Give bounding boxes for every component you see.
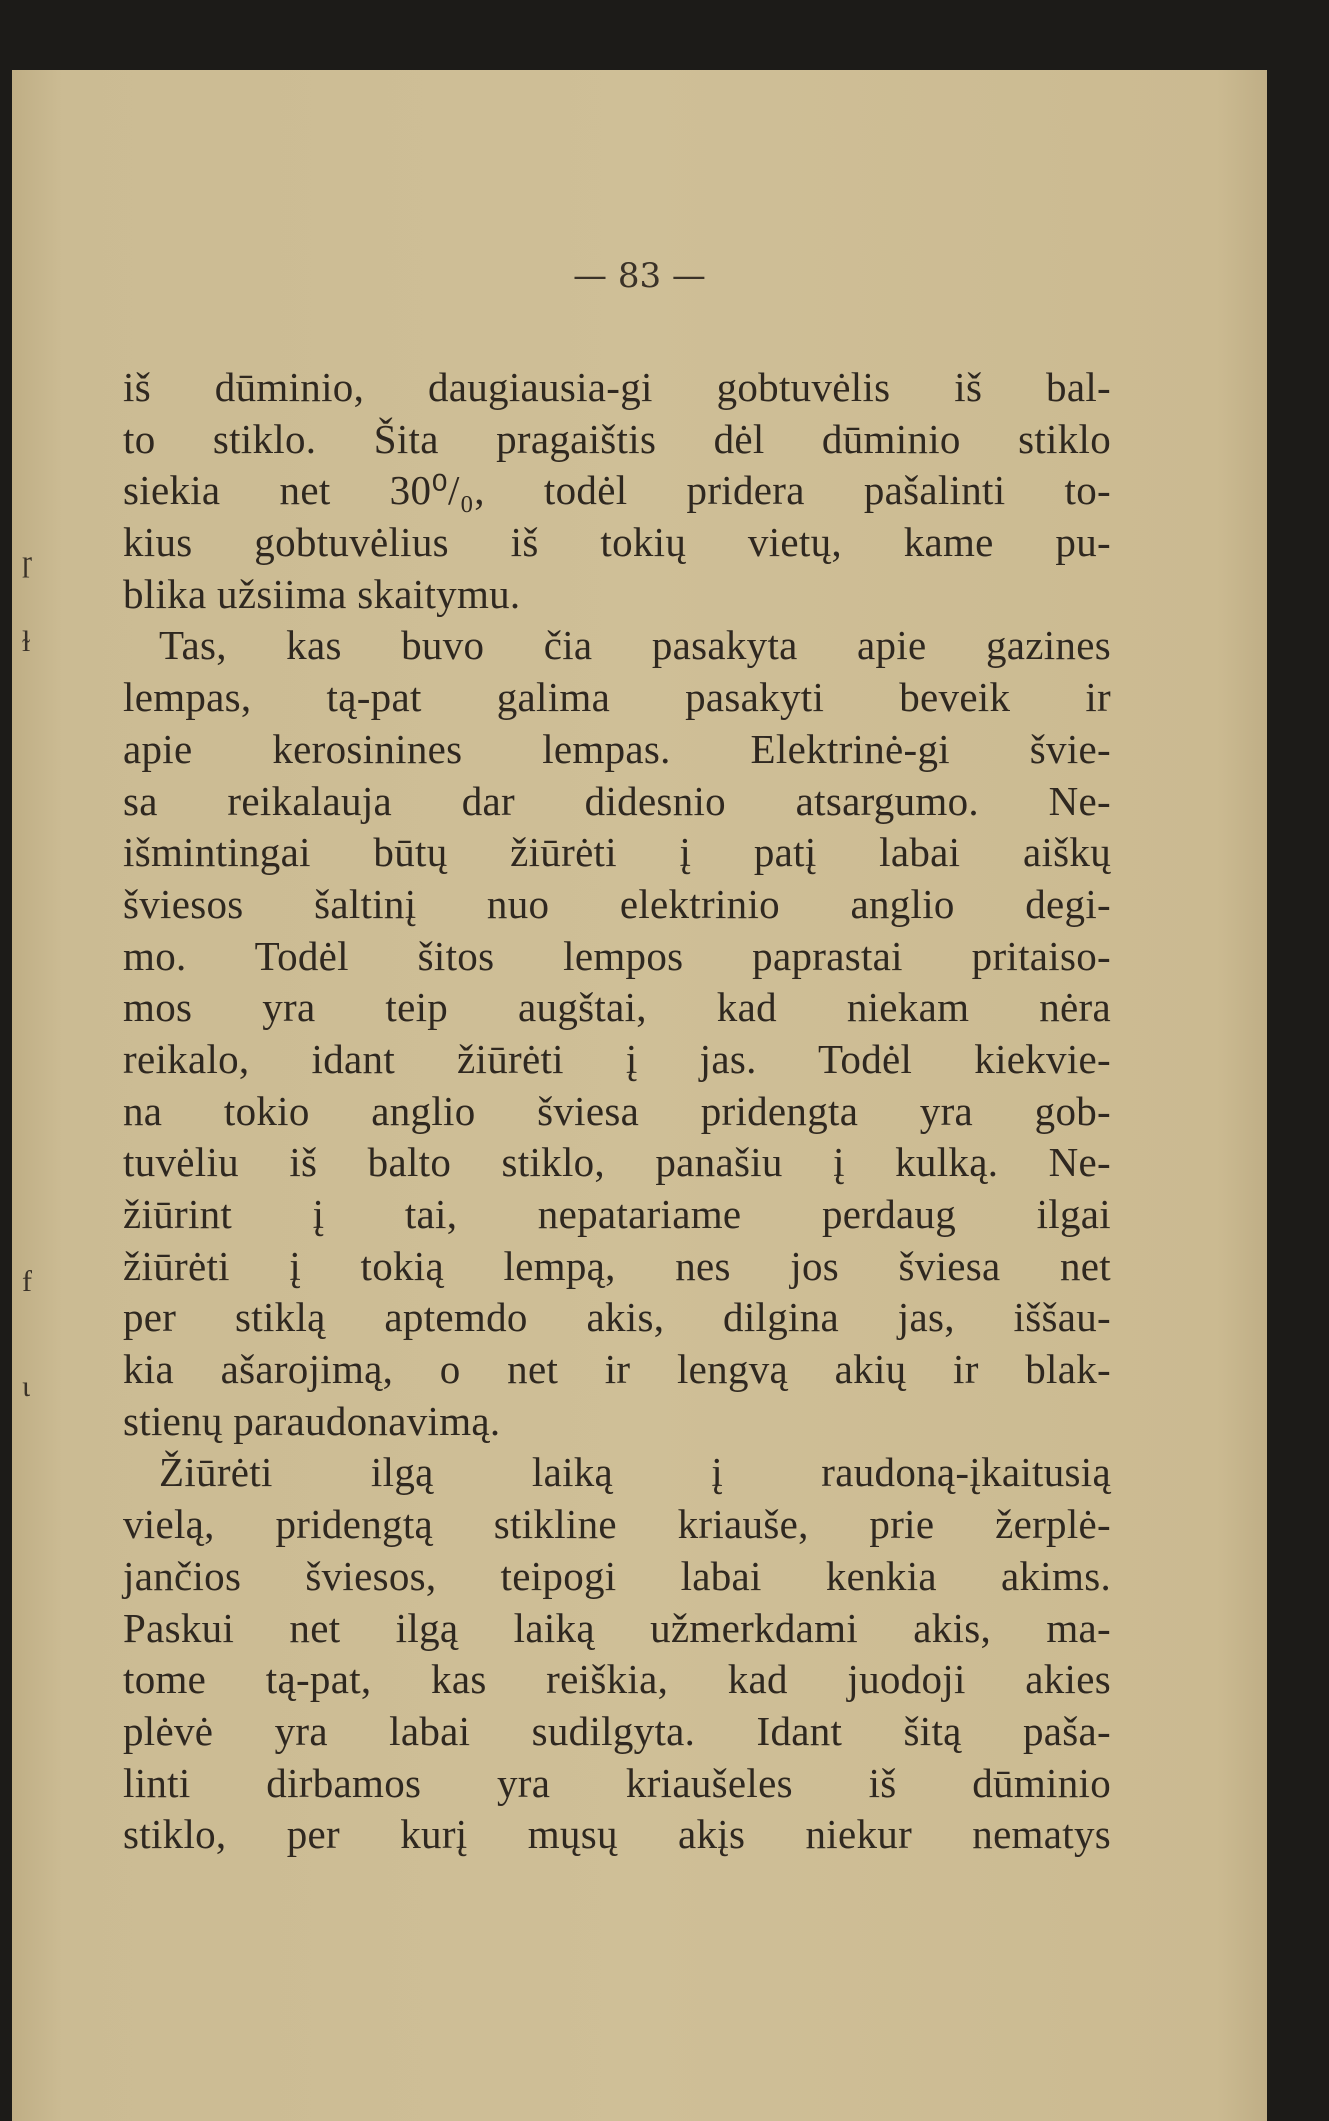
text-line: žiūrint į tai, nepatariame perdaug ilgai bbox=[123, 1191, 1111, 1237]
book-page bbox=[12, 70, 1267, 2121]
margin-mark-icon: f bbox=[22, 1265, 32, 1298]
text-line: Paskui net ilgą laiką užmerkdami akis, ma- bbox=[123, 1604, 1111, 1651]
text-line: linti dirbamos yra kriaušeles iš dūminio bbox=[123, 1759, 1111, 1806]
text-line: per stiklą aptemdo akis, dilgina jas, iššau- bbox=[123, 1294, 1111, 1341]
text-line: tuvėliu iš balto stiklo, panašiu į kulką. Ne- bbox=[123, 1139, 1111, 1186]
text-line: jančios šviesos, teipogi labai kenkia akims. bbox=[123, 1552, 1111, 1599]
text-line: Tas, kas buvo čia pasakyta apie gazines bbox=[159, 622, 1111, 669]
margin-mark-icon: ɼ bbox=[22, 545, 32, 578]
text-line: siekia net 30⁰/₀, todėl pridera pašalinti to- bbox=[123, 467, 1111, 514]
text-line: mo. Todėl šitos lempos paprastai pritaiso- bbox=[123, 932, 1111, 979]
text-line: tome tą-pat, kas reiškia, kad juodoji akies bbox=[123, 1656, 1111, 1703]
text-line: na tokio anglio šviesa pridengta yra gob- bbox=[123, 1087, 1111, 1134]
text-line: mos yra teip augštai, kad niekam nėra bbox=[123, 984, 1111, 1031]
text-line: šviesos šaltinį nuo elektrinio anglio degi- bbox=[123, 880, 1111, 927]
text-line: stiklo, per kurį mųsų akįs niekur nematys bbox=[123, 1811, 1111, 1858]
text-line: stienų paraudonavimą. bbox=[123, 1397, 501, 1444]
text-line: lempas, tą-pat galima pasakyti beveik ir bbox=[123, 674, 1111, 721]
margin-mark-icon: ɫ bbox=[22, 625, 31, 658]
text-line: kia ašarojimą, o net ir lengvą akių ir blak- bbox=[123, 1346, 1111, 1393]
text-line: žiūrėti į tokią lempą, nes jos šviesa net bbox=[123, 1242, 1111, 1289]
text-line: to stiklo. Šita pragaištis dėl dūminio stiklo bbox=[123, 415, 1111, 462]
text-line: išmintingai būtų žiūrėti į patį labai aiškų bbox=[123, 829, 1111, 876]
text-line: Žiūrėti ilgą laiką į raudoną-įkaitusią bbox=[159, 1449, 1111, 1496]
text-line: vielą, pridengtą stikline kriauše, prie žerplė- bbox=[123, 1501, 1111, 1548]
text-line: apie kerosinines lempas. Elektrinė-gi švie- bbox=[123, 725, 1111, 772]
text-line: plėvė yra labai sudilgyta. Idant šitą paša- bbox=[123, 1707, 1111, 1754]
text-line: blika užsiima skaitymu. bbox=[123, 570, 521, 617]
text-line: iš dūminio, daugiausia-gi gobtuvėlis iš bal- bbox=[123, 364, 1111, 410]
page-number: — 83 — bbox=[573, 256, 706, 296]
margin-mark-icon: ɩ bbox=[22, 1370, 31, 1403]
text-line: kius gobtuvėlius iš tokių vietų, kame pu- bbox=[123, 519, 1111, 566]
body-text bbox=[123, 362, 1111, 1861]
text-line: sa reikalauja dar didesnio atsargumo. Ne- bbox=[123, 777, 1111, 824]
text-line: reikalo, idant žiūrėti į jas. Todėl kiekvie- bbox=[123, 1035, 1111, 1082]
